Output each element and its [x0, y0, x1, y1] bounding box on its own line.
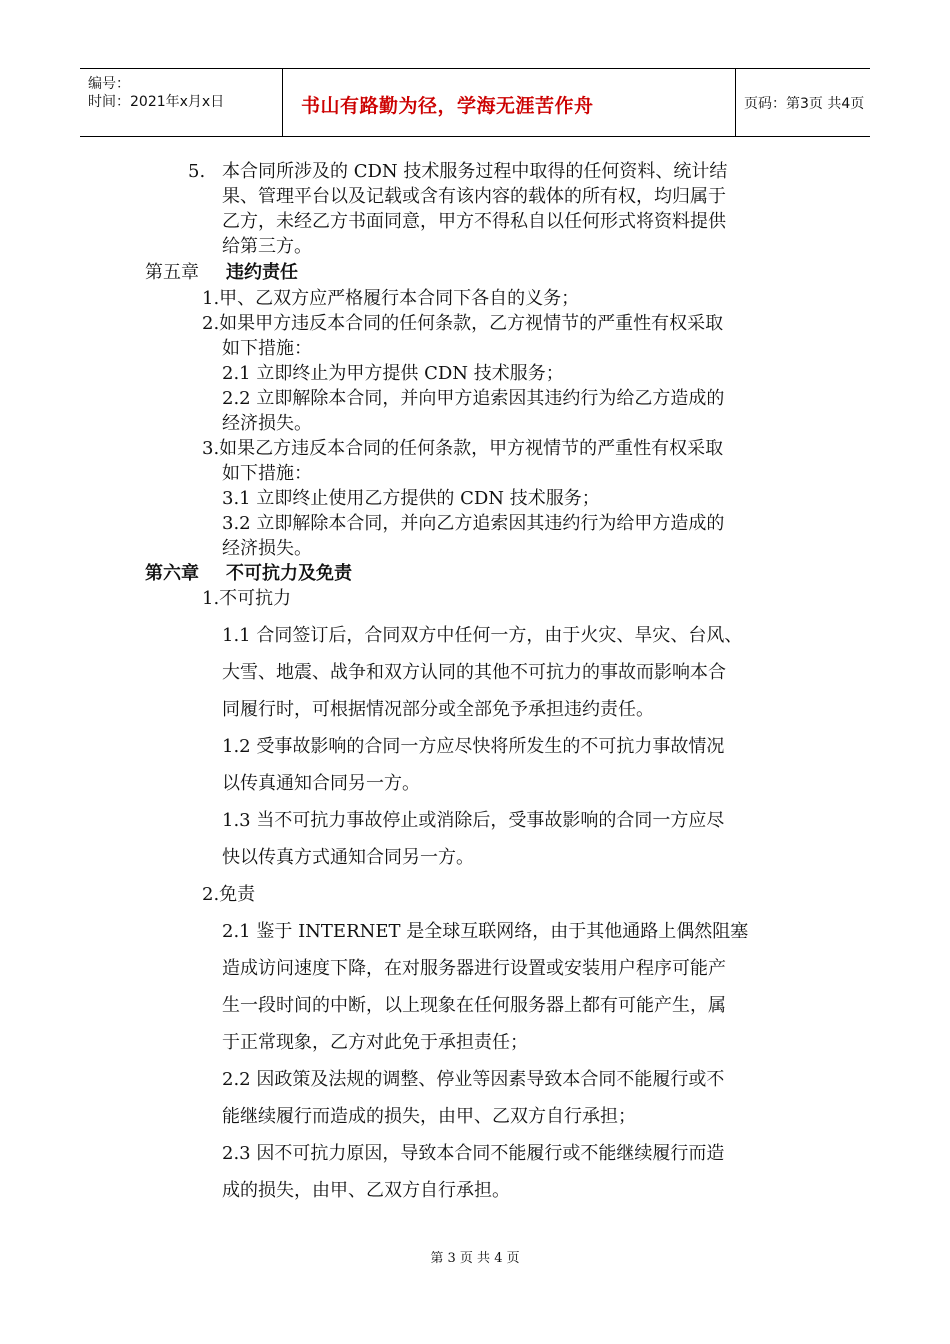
item-5-line: 果、管理平台以及记载或含有该内容的载体的所有权，均归属于	[222, 186, 726, 207]
ch6-line: 大雪、地震、战争和双方认同的其他不可抗力的事故而影响本合	[222, 662, 726, 683]
ch5-line: 如下措施：	[222, 463, 312, 484]
ch6-line: 1.1 合同签订后，合同双方中任何一方，由于火灾、旱灾、台风、	[222, 625, 743, 646]
item-5-line: 乙方，未经乙方书面同意，甲方不得私自以任何形式将资料提供	[222, 211, 726, 232]
ch5-line: 1.甲、乙双方应严格履行本合同下各自的义务；	[202, 288, 580, 309]
ch5-line: 经济损失。	[222, 413, 312, 434]
ch5-line: 3.2 立即解除本合同，并向乙方追索因其违约行为给甲方造成的	[222, 513, 725, 534]
ch6-line: 2.2 因政策及法规的调整、停业等因素导致本合同不能履行或不	[222, 1069, 725, 1090]
ch6-line: 生一段时间的中断，以上现象在任何服务器上都有可能产生，属	[222, 995, 726, 1016]
ch6-line: 造成访问速度下降，在对服务器进行设置或安装用户程序可能产	[222, 958, 726, 979]
ch6-line: 1.3 当不可抗力事故停止或消除后，受事故影响的合同一方应尽	[222, 810, 725, 831]
ch5-line: 经济损失。	[222, 538, 312, 559]
chapter-5-label: 第五章	[145, 262, 199, 283]
chapter-6-title: 不可抗力及免责	[226, 563, 352, 584]
ch5-line: 2.2 立即解除本合同，并向甲方追索因其违约行为给乙方造成的	[222, 388, 725, 409]
ch6-line: 2.1 鉴于 INTERNET 是全球互联网络，由于其他通路上偶然阻塞	[222, 921, 749, 942]
ch6-line: 同履行时，可根据情况部分或全部免予承担违约责任。	[222, 699, 654, 720]
ch5-line: 3.如果乙方违反本合同的任何条款，甲方视情节的严重性有权采取	[202, 438, 724, 459]
item-5-number: 5.	[188, 161, 206, 182]
item-5-line: 给第三方。	[222, 236, 312, 257]
page-footer: 第 3 页 共 4 页	[430, 1251, 520, 1266]
ch5-line: 2.如果甲方违反本合同的任何条款，乙方视情节的严重性有权采取	[202, 313, 724, 334]
ch6-line: 能继续履行而造成的损失，由甲、乙双方自行承担；	[222, 1106, 636, 1127]
ch6-line: 2.免责	[202, 884, 256, 905]
ch6-line: 1.2 受事故影响的合同一方应尽快将所发生的不可抗力事故情况	[222, 736, 725, 757]
ch5-line: 3.1 立即终止使用乙方提供的 CDN 技术服务；	[222, 488, 600, 509]
ch6-line: 2.3 因不可抗力原因，导致本合同不能履行或不能继续履行而造	[222, 1143, 725, 1164]
ch5-line: 2.1 立即终止为甲方提供 CDN 技术服务；	[222, 363, 564, 384]
page-header-table	[80, 68, 870, 137]
number-label: 编号：	[88, 76, 130, 92]
ch6-line: 1.不可抗力	[202, 588, 292, 609]
header-motto-cell	[282, 69, 736, 136]
page-number-label: 页码：第3页 共4页	[744, 96, 865, 112]
date-label: 时间：2021年x月x日	[88, 94, 225, 110]
motto-text: 书山有路勤为径，学海无涯苦作舟	[301, 95, 594, 117]
ch6-line: 成的损失，由甲、乙双方自行承担。	[222, 1180, 510, 1201]
chapter-6-label: 第六章	[145, 563, 199, 584]
chapter-5-title: 违约责任	[226, 262, 298, 283]
ch6-line: 于正常现象，乙方对此免于承担责任；	[222, 1032, 528, 1053]
ch6-line: 以传真通知合同另一方。	[222, 773, 420, 794]
ch6-line: 快以传真方式通知合同另一方。	[222, 847, 474, 868]
header-page-cell	[735, 69, 870, 136]
item-5-line: 本合同所涉及的 CDN 技术服务过程中取得的任何资料、统计结	[222, 161, 728, 182]
ch5-line: 如下措施：	[222, 338, 312, 359]
header-info-cell	[80, 69, 282, 136]
